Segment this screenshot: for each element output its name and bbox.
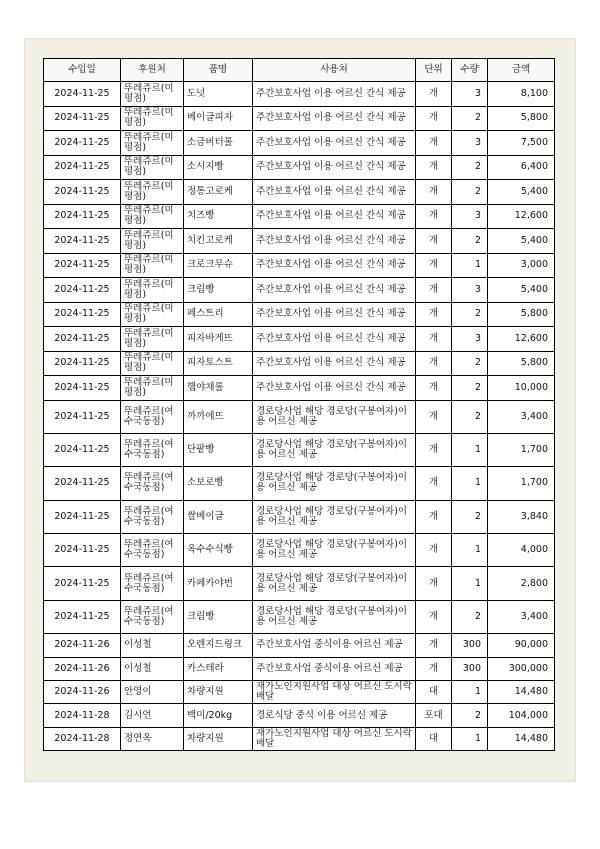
row-usage: 주간보호사업 이용 어르신 간식 제공: [253, 82, 416, 107]
table-row: [44, 704, 555, 727]
row-date: 2024-11-25: [44, 229, 121, 254]
row-quantity: 3: [452, 278, 488, 303]
row-donor: 김시언: [121, 704, 184, 727]
header-unit: 단위: [416, 59, 452, 82]
row-amount: 5,800: [488, 106, 555, 131]
row-quantity: 2: [452, 600, 488, 633]
row-date: 2024-11-26: [44, 634, 121, 657]
row-unit: 개: [416, 433, 452, 466]
row-amount: 1,700: [488, 467, 555, 500]
row-amount: 2,800: [488, 567, 555, 600]
donation-sheet: [43, 58, 554, 751]
header-amount: 금액: [488, 59, 555, 82]
row-usage: 재가노인지원사업 대상 어르신 도시락 배달: [253, 727, 416, 750]
row-unit: 개: [416, 327, 452, 352]
row-date: 2024-11-25: [44, 302, 121, 327]
row-date: 2024-11-25: [44, 180, 121, 205]
row-amount: 14,480: [488, 681, 555, 704]
row-quantity: 2: [452, 155, 488, 180]
row-usage: 주간보호사업 중식이용 어르신 제공: [253, 657, 416, 680]
row-item: 정통고로케: [184, 180, 253, 205]
row-donor: 안영이: [121, 681, 184, 704]
row-unit: 대: [416, 681, 452, 704]
row-item: 소보로빵: [184, 467, 253, 500]
row-date: 2024-11-25: [44, 400, 121, 433]
row-date: 2024-11-25: [44, 106, 121, 131]
row-item: 햄야채롤: [184, 376, 253, 401]
row-donor: 뚜레쥬르(여수국동점): [121, 500, 184, 533]
header-quantity: 수량: [452, 59, 488, 82]
row-usage: 경로당사업 해당 경로당(구봉여자)이용 어르신 제공: [253, 534, 416, 567]
table-row: [44, 82, 555, 107]
table-row: [44, 534, 555, 567]
row-amount: 3,400: [488, 400, 555, 433]
row-amount: 5,400: [488, 229, 555, 254]
row-amount: 3,000: [488, 253, 555, 278]
row-unit: 개: [416, 82, 452, 107]
row-quantity: 1: [452, 253, 488, 278]
row-quantity: 2: [452, 106, 488, 131]
row-unit: 개: [416, 302, 452, 327]
row-donor: 뚜레쥬르(미평점): [121, 204, 184, 229]
row-usage: 주간보호사업 이용 어르신 간식 제공: [253, 204, 416, 229]
row-usage: 주간보호사업 이용 어르신 간식 제공: [253, 106, 416, 131]
row-amount: 5,800: [488, 351, 555, 376]
row-amount: 1,700: [488, 433, 555, 466]
row-date: 2024-11-25: [44, 327, 121, 352]
table-row: [44, 204, 555, 229]
row-item: 치킨고로케: [184, 229, 253, 254]
row-donor: 뚜레쥬르(미평점): [121, 278, 184, 303]
table-row: [44, 500, 555, 533]
row-usage: 주간보호사업 중식이용 어르신 제공: [253, 634, 416, 657]
table-row: [44, 278, 555, 303]
row-amount: 5,800: [488, 302, 555, 327]
row-usage: 경로당사업 해당 경로당(구봉여자)이용 어르신 제공: [253, 500, 416, 533]
row-unit: 대: [416, 727, 452, 750]
row-usage: 주간보호사업 이용 어르신 간식 제공: [253, 278, 416, 303]
row-usage: 경로당사업 해당 경로당(구봉여자)이용 어르신 제공: [253, 567, 416, 600]
row-quantity: 3: [452, 131, 488, 156]
row-usage: 주간보호사업 이용 어르신 간식 제공: [253, 351, 416, 376]
row-unit: 개: [416, 180, 452, 205]
table-row: [44, 433, 555, 466]
table-row: [44, 727, 555, 750]
row-unit: 개: [416, 400, 452, 433]
row-donor: 이성철: [121, 657, 184, 680]
row-item: 크로크무슈: [184, 253, 253, 278]
row-unit: 개: [416, 253, 452, 278]
row-date: 2024-11-25: [44, 253, 121, 278]
row-quantity: 3: [452, 82, 488, 107]
table-row: [44, 351, 555, 376]
row-date: 2024-11-25: [44, 204, 121, 229]
row-donor: 뚜레쥬르(미평점): [121, 131, 184, 156]
row-amount: 8,100: [488, 82, 555, 107]
row-date: 2024-11-25: [44, 376, 121, 401]
row-amount: 7,500: [488, 131, 555, 156]
row-quantity: 3: [452, 327, 488, 352]
row-donor: 뚜레쥬르(미평점): [121, 229, 184, 254]
row-quantity: 2: [452, 400, 488, 433]
row-usage: 경로당사업 해당 경로당(구봉여자)이용 어르신 제공: [253, 400, 416, 433]
row-date: 2024-11-25: [44, 567, 121, 600]
table-row: [44, 155, 555, 180]
row-unit: 포대: [416, 704, 452, 727]
row-donor: 뚜레쥬르(여수국동점): [121, 567, 184, 600]
row-date: 2024-11-25: [44, 600, 121, 633]
header-donor: 후원처: [121, 59, 184, 82]
row-item: 소시지빵: [184, 155, 253, 180]
row-amount: 300,000: [488, 657, 555, 680]
row-date: 2024-11-25: [44, 351, 121, 376]
row-amount: 90,000: [488, 634, 555, 657]
row-amount: 3,840: [488, 500, 555, 533]
table-row: [44, 327, 555, 352]
row-usage: 주간보호사업 이용 어르신 간식 제공: [253, 302, 416, 327]
row-donor: 뚜레쥬르(미평점): [121, 180, 184, 205]
row-unit: 개: [416, 229, 452, 254]
row-donor: 뚜레쥬르(미평점): [121, 155, 184, 180]
row-date: 2024-11-28: [44, 704, 121, 727]
row-item: 쌀베이글: [184, 500, 253, 533]
row-donor: 뚜레쥬르(미평점): [121, 376, 184, 401]
row-item: 도넛: [184, 82, 253, 107]
row-unit: 개: [416, 567, 452, 600]
row-date: 2024-11-25: [44, 467, 121, 500]
table-row: [44, 657, 555, 680]
row-unit: 개: [416, 278, 452, 303]
row-amount: 12,600: [488, 327, 555, 352]
row-amount: 4,000: [488, 534, 555, 567]
table-row: [44, 600, 555, 633]
row-usage: 주간보호사업 이용 어르신 간식 제공: [253, 155, 416, 180]
row-quantity: 1: [452, 467, 488, 500]
row-donor: 뚜레쥬르(미평점): [121, 253, 184, 278]
row-item: 까까에뜨: [184, 400, 253, 433]
table-row: [44, 106, 555, 131]
table-header-row: [44, 59, 555, 82]
row-item: 카스테라: [184, 657, 253, 680]
row-item: 피자바게뜨: [184, 327, 253, 352]
row-usage: 주간보호사업 이용 어르신 간식 제공: [253, 253, 416, 278]
table-row: [44, 400, 555, 433]
row-quantity: 1: [452, 567, 488, 600]
row-quantity: 300: [452, 634, 488, 657]
row-unit: 개: [416, 131, 452, 156]
row-item: 소금버터롤: [184, 131, 253, 156]
row-donor: 이성철: [121, 634, 184, 657]
row-quantity: 2: [452, 376, 488, 401]
row-item: 백미/20kg: [184, 704, 253, 727]
row-usage: 주간보호사업 이용 어르신 간식 제공: [253, 376, 416, 401]
row-usage: 경로당사업 해당 경로당(구봉여자)이용 어르신 제공: [253, 600, 416, 633]
row-amount: 5,400: [488, 278, 555, 303]
row-item: 차량지원: [184, 681, 253, 704]
table-row: [44, 302, 555, 327]
row-donor: 뚜레쥬르(여수국동점): [121, 433, 184, 466]
row-item: 치즈빵: [184, 204, 253, 229]
row-unit: 개: [416, 106, 452, 131]
row-item: 차량지원: [184, 727, 253, 750]
row-date: 2024-11-26: [44, 681, 121, 704]
row-unit: 개: [416, 600, 452, 633]
row-quantity: 1: [452, 681, 488, 704]
row-usage: 주간보호사업 이용 어르신 간식 제공: [253, 327, 416, 352]
row-item: 크림빵: [184, 278, 253, 303]
row-date: 2024-11-25: [44, 131, 121, 156]
header-usage: 사용처: [253, 59, 416, 82]
table-row: [44, 253, 555, 278]
row-quantity: 3: [452, 204, 488, 229]
row-quantity: 2: [452, 351, 488, 376]
row-amount: 12,600: [488, 204, 555, 229]
row-quantity: 1: [452, 433, 488, 466]
row-donor: 뚜레쥬르(미평점): [121, 351, 184, 376]
header-item: 품명: [184, 59, 253, 82]
row-item: 옥수수식빵: [184, 534, 253, 567]
row-amount: 5,400: [488, 180, 555, 205]
row-amount: 14,480: [488, 727, 555, 750]
table-row: [44, 131, 555, 156]
row-unit: 개: [416, 634, 452, 657]
row-date: 2024-11-26: [44, 657, 121, 680]
table-row: [44, 634, 555, 657]
row-unit: 개: [416, 500, 452, 533]
row-quantity: 2: [452, 500, 488, 533]
row-usage: 주간보호사업 이용 어르신 간식 제공: [253, 180, 416, 205]
row-item: 크림빵: [184, 600, 253, 633]
row-amount: 3,400: [488, 600, 555, 633]
row-donor: 뚜레쥬르(여수국동점): [121, 467, 184, 500]
row-date: 2024-11-28: [44, 727, 121, 750]
row-donor: 뚜레쥬르(미평점): [121, 302, 184, 327]
row-date: 2024-11-25: [44, 534, 121, 567]
row-unit: 개: [416, 351, 452, 376]
row-date: 2024-11-25: [44, 155, 121, 180]
row-donor: 뚜레쥬르(미평점): [121, 106, 184, 131]
table-row: [44, 229, 555, 254]
row-amount: 6,400: [488, 155, 555, 180]
table-row: [44, 681, 555, 704]
row-item: 단팥빵: [184, 433, 253, 466]
row-quantity: 2: [452, 180, 488, 205]
row-item: 카페카야번: [184, 567, 253, 600]
row-amount: 104,000: [488, 704, 555, 727]
row-item: 오렌지드링크: [184, 634, 253, 657]
row-usage: 경로당사업 해당 경로당(구봉여자)이용 어르신 제공: [253, 467, 416, 500]
row-quantity: 2: [452, 229, 488, 254]
row-donor: 뚜레쥬르(여수국동점): [121, 534, 184, 567]
row-date: 2024-11-25: [44, 500, 121, 533]
row-donor: 뚜레쥬르(여수국동점): [121, 600, 184, 633]
row-date: 2024-11-25: [44, 82, 121, 107]
row-item: 페스트리: [184, 302, 253, 327]
row-usage: 경로당사업 해당 경로당(구봉여자)이용 어르신 제공: [253, 433, 416, 466]
table-row: [44, 467, 555, 500]
row-item: 베이글피자: [184, 106, 253, 131]
donation-table: [43, 58, 555, 751]
row-usage: 주간보호사업 이용 어르신 간식 제공: [253, 229, 416, 254]
row-amount: 10,000: [488, 376, 555, 401]
row-date: 2024-11-25: [44, 278, 121, 303]
row-usage: 경로식당 중식 이용 어르신 제공: [253, 704, 416, 727]
table-row: [44, 180, 555, 205]
row-date: 2024-11-25: [44, 433, 121, 466]
row-unit: 개: [416, 155, 452, 180]
row-donor: 뚜레쥬르(미평점): [121, 327, 184, 352]
row-quantity: 300: [452, 657, 488, 680]
row-quantity: 1: [452, 727, 488, 750]
row-donor: 뚜레쥬르(미평점): [121, 82, 184, 107]
row-unit: 개: [416, 467, 452, 500]
header-date: 수입일: [44, 59, 121, 82]
row-donor: 뚜레쥬르(여수국동점): [121, 400, 184, 433]
table-row: [44, 376, 555, 401]
row-donor: 정연옥: [121, 727, 184, 750]
row-quantity: 1: [452, 534, 488, 567]
row-usage: 재가노인지원사업 대상 어르신 도시락 배달: [253, 681, 416, 704]
row-quantity: 2: [452, 704, 488, 727]
table-row: [44, 567, 555, 600]
row-unit: 개: [416, 657, 452, 680]
row-item: 피자토스트: [184, 351, 253, 376]
row-unit: 개: [416, 534, 452, 567]
row-unit: 개: [416, 204, 452, 229]
row-unit: 개: [416, 376, 452, 401]
row-quantity: 2: [452, 302, 488, 327]
row-usage: 주간보호사업 이용 어르신 간식 제공: [253, 131, 416, 156]
